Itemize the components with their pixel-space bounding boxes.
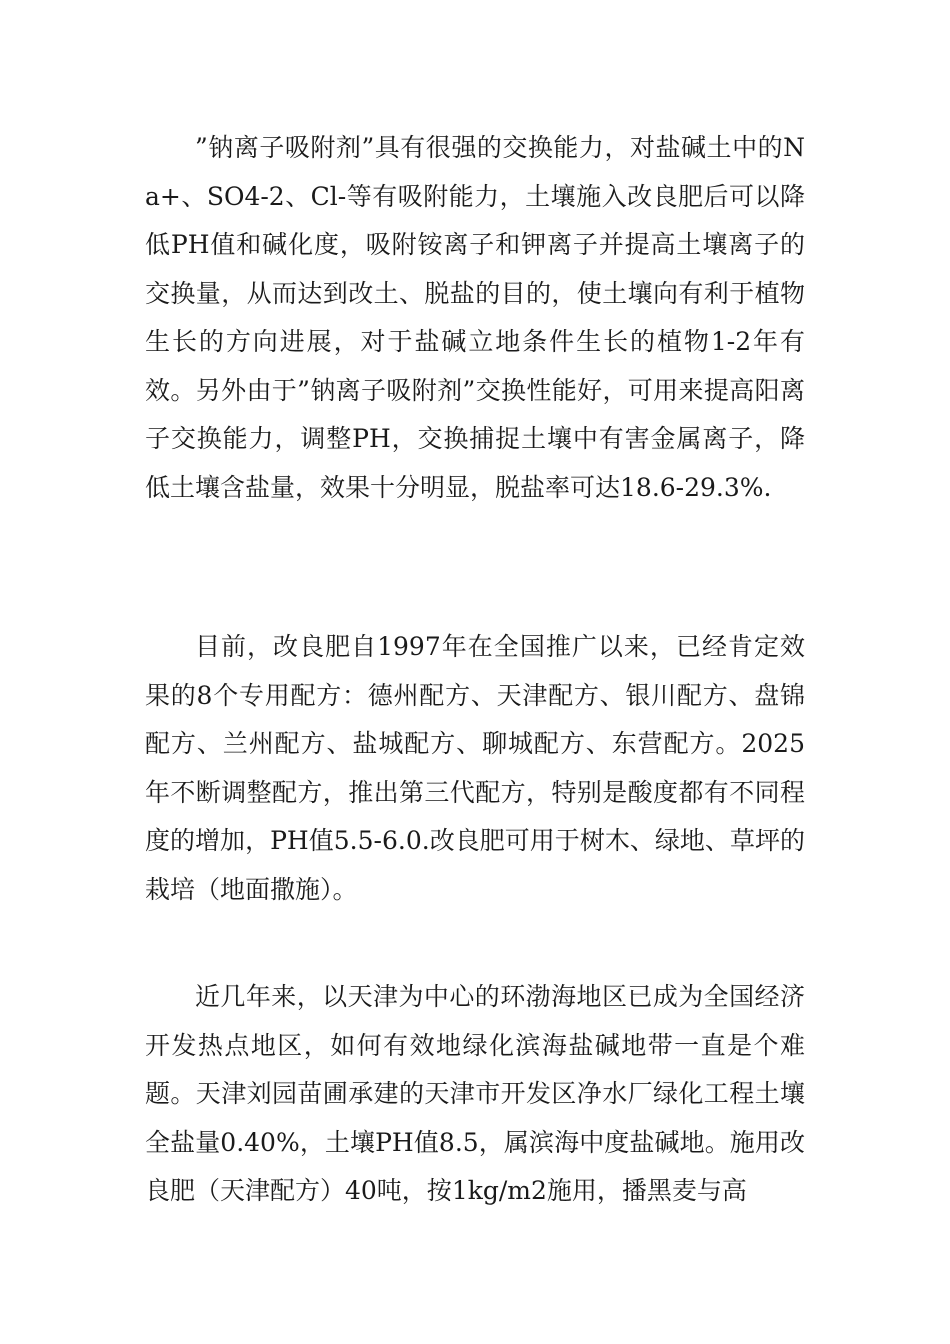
paragraph-formulas: 目前，改良肥自1997年在全国推广以来，已经肯定效果的8个专用配方：德州配方、天津配方、银川配方、盘锦配方、兰州配方、盐城配方、聊城配方、东营配方。2025年不断调整配方，推出第三代配方，特别是酸度都有不同程度的增加，PH值5.5-6.0.改良肥可用于树木、绿地、草坪的栽培（地面撒施）。 bbox=[145, 632, 805, 904]
paragraph-sodium-adsorbent: ”钠离子吸附剂”具有很强的交换能力，对盐碱土中的Na+、SO4-2、Cl-等有吸附能力，土壤施入改良肥后可以降低PH值和碱化度，吸附铵离子和钾离子并提高土壤离子的交换量，从而达到改土、脱盐的目的，使土壤向有利于植物生长的方向进展，对于盐碱立地条件生长的植物1-2年有效。另外由于”钠离子吸附剂”交换性能好，可用来提高阳离子交换能力，调整PH，交换捕捉土壤中有害金属离子，降低土壤含盐量，效果十分明显，脱盐率可达18.6-29.3%. bbox=[145, 133, 805, 502]
paragraph-tianjin-project: 近几年来，以天津为中心的环渤海地区已成为全国经济开发热点地区，如何有效地绿化滨海盐碱地带一直是个难题。天津刘园苗圃承建的天津市开发区净水厂绿化工程土壤全盐量0.40%，土壤PH值8.5，属滨海中度盐碱地。施用改良肥（天津配方）40吨，按1kg/m2施用，播黑麦与高 bbox=[145, 982, 805, 1205]
